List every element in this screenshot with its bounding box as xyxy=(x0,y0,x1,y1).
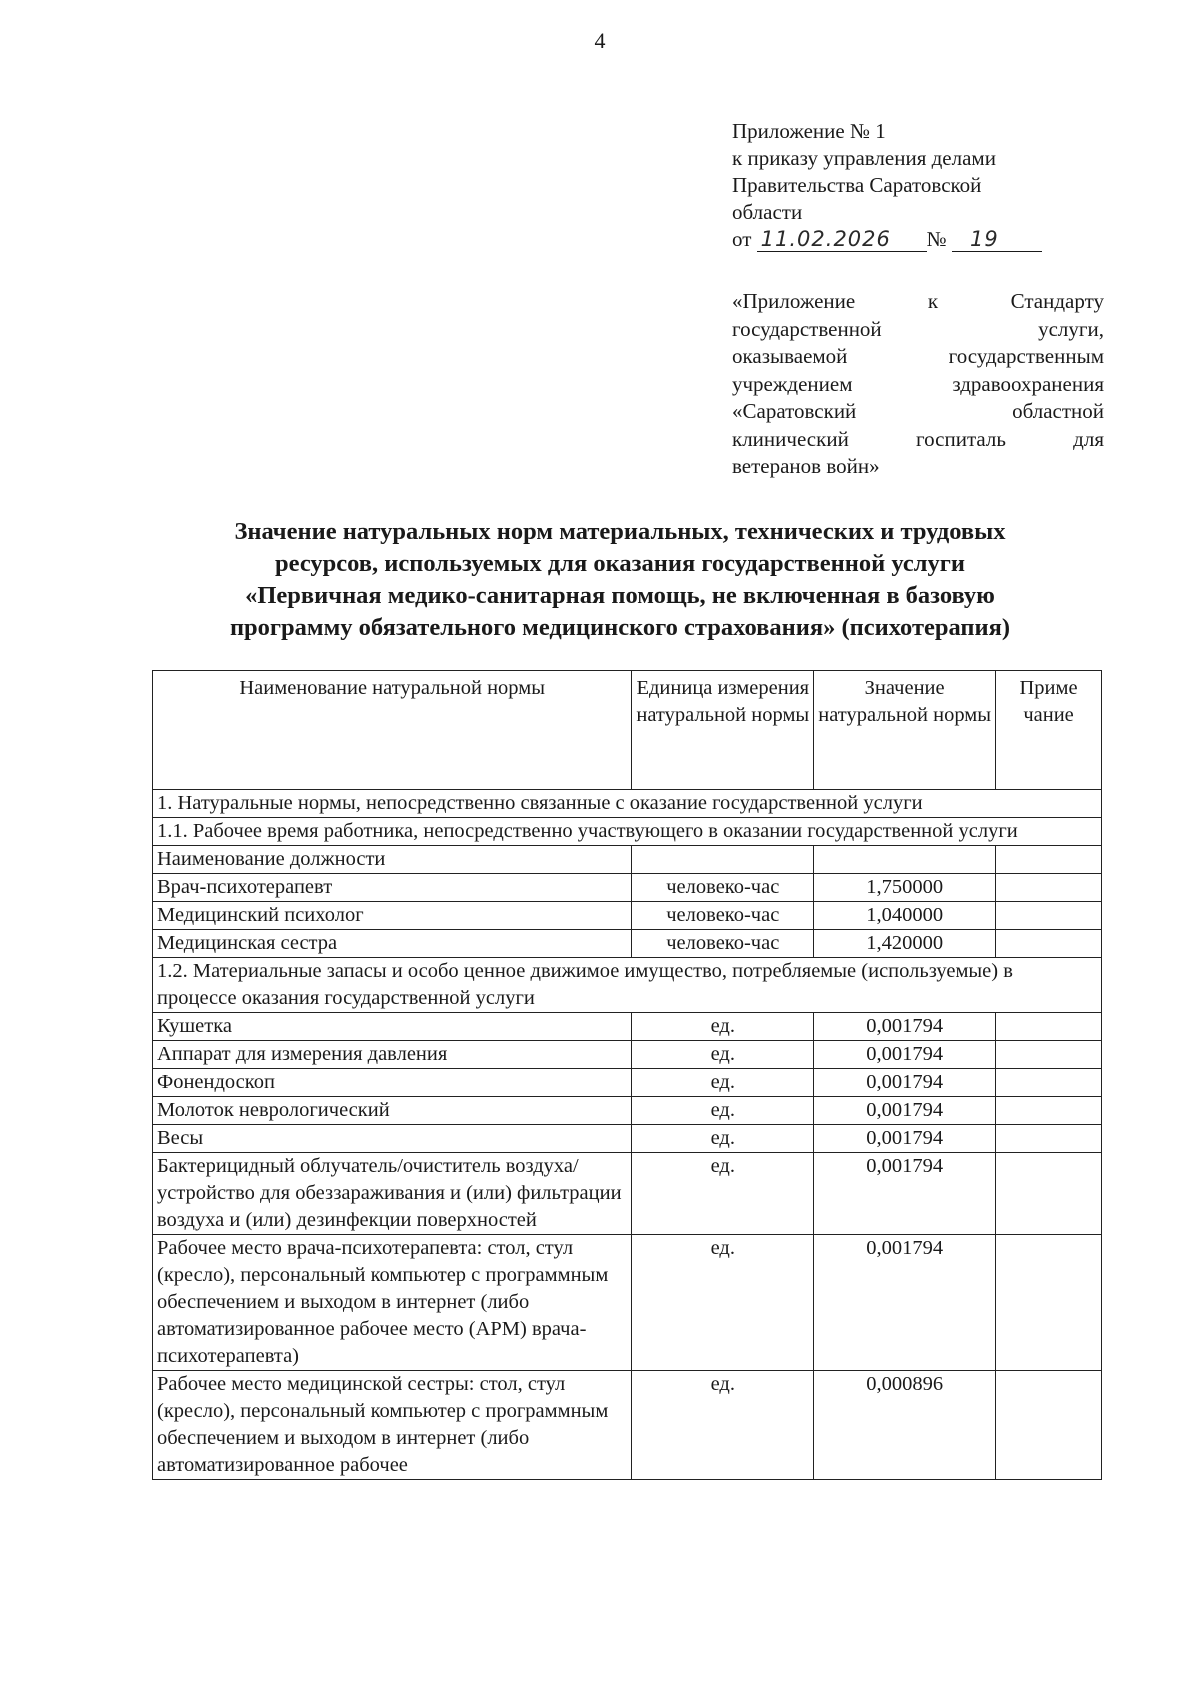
note-cell xyxy=(996,1371,1102,1480)
word: ветеранов войн» xyxy=(732,454,880,478)
staff-unit: человеко-час xyxy=(632,874,814,902)
document-title xyxy=(150,516,1090,644)
annex-line-4: области xyxy=(732,200,803,224)
item-name: Рабочее место врача-психотерапевта: стол, стул (кресло), персональный компьютер с программным обеспечением и выходом в интернет (либо автоматизированное рабочее место (АРМ) врача-психотерапевта) xyxy=(153,1235,632,1371)
standard-row xyxy=(732,371,1104,399)
empty-cell xyxy=(996,846,1102,874)
word: здравоохранения xyxy=(952,371,1104,396)
order-number: 19 xyxy=(952,227,1042,252)
standard-row xyxy=(732,453,1104,481)
item-name: Аппарат для измерения давления xyxy=(153,1041,632,1069)
item-value: 0,001794 xyxy=(814,1013,996,1041)
annex-line-3: Правительства Саратовской xyxy=(732,173,982,197)
word: клинический xyxy=(732,426,849,451)
section-row xyxy=(153,790,1102,818)
annex-line-1: Приложение № 1 xyxy=(732,119,886,143)
item-value: 0,001794 xyxy=(814,1125,996,1153)
table-row xyxy=(153,1013,1102,1041)
standard-row xyxy=(732,288,1104,316)
header-unit: Единица измерения натуральной нормы xyxy=(632,671,814,790)
word: «Саратовский xyxy=(732,399,857,423)
word: «Приложение xyxy=(732,289,856,313)
item-value: 0,001794 xyxy=(814,1153,996,1235)
staff-name: Медицинская сестра xyxy=(153,930,632,958)
note-cell xyxy=(996,930,1102,958)
section-1-2: 1.2. Материальные запасы и особо ценное движимое имущество, потребляемые (используемые) в процессе оказания государственной услуги xyxy=(153,958,1102,1013)
position-header: Наименование должности xyxy=(153,846,632,874)
word: областной xyxy=(1012,399,1104,423)
word: государственной xyxy=(732,316,882,341)
title-line-1: Значение натуральных норм материальных, технических и трудовых xyxy=(234,518,1006,545)
title-line-2: ресурсов, используемых для оказания государственной услуги xyxy=(275,550,965,577)
staff-name: Врач-психотерапевт xyxy=(153,874,632,902)
note-cell xyxy=(996,902,1102,930)
title-line-3: «Первичная медико-санитарная помощь, не включенная в базовую xyxy=(245,582,995,609)
date-prefix: от xyxy=(732,227,752,251)
empty-cell xyxy=(814,846,996,874)
order-date-row xyxy=(732,226,1032,253)
note-cell xyxy=(996,1125,1102,1153)
word: оказываемой xyxy=(732,344,848,368)
section-1: 1. Натуральные нормы, непосредственно связанные с оказание государственной услуги xyxy=(153,790,1102,818)
word: услуги, xyxy=(1038,316,1104,341)
item-unit-text: ед. xyxy=(710,1373,735,1395)
staff-value: 1,750000 xyxy=(814,874,996,902)
word: государственным xyxy=(948,344,1104,368)
word: госпиталь xyxy=(916,426,1006,451)
table-row xyxy=(153,930,1102,958)
item-unit: ед. xyxy=(632,1041,814,1069)
table-row xyxy=(153,1371,1102,1480)
note-cell xyxy=(996,1013,1102,1041)
empty-cell xyxy=(632,846,814,874)
annex-header xyxy=(732,118,1032,253)
table-row xyxy=(153,846,1102,874)
order-date: 11.02.2026 xyxy=(757,227,927,252)
item-unit: ед. xyxy=(632,1235,814,1371)
item-name: Молоток неврологический xyxy=(153,1097,632,1125)
section-row xyxy=(153,818,1102,846)
standard-row xyxy=(732,343,1104,371)
standard-row xyxy=(732,426,1104,454)
section-row xyxy=(153,958,1102,1013)
table-row xyxy=(153,1041,1102,1069)
item-name: Рабочее место медицинской сестры: стол, стул (кресло), персональный компьютер с программным обеспечением и выходом в интернет (либо автоматизированное рабочее xyxy=(153,1371,632,1480)
item-value: 0,001794 xyxy=(814,1097,996,1125)
item-unit: ед. xyxy=(632,1097,814,1125)
item-value: 0,001794 xyxy=(814,1235,996,1371)
table-row xyxy=(153,1235,1102,1371)
item-unit: ед. xyxy=(632,1153,814,1235)
standard-row xyxy=(732,398,1104,426)
word: к xyxy=(927,289,939,313)
staff-unit: человеко-час xyxy=(632,930,814,958)
staff-unit: человеко-час xyxy=(632,902,814,930)
header-note: Приме чание xyxy=(996,671,1102,790)
header-value: Значение натуральной нормы xyxy=(814,671,996,790)
item-value: 0,000896 xyxy=(814,1371,996,1480)
item-unit xyxy=(632,1371,814,1480)
norms-table xyxy=(152,670,1102,1480)
word: Стандарту xyxy=(1010,289,1104,313)
item-name: Бактерицидный облучатель/очиститель воздуха/устройство для обеззараживания и (или) фильтрации воздуха и (или) дезинфекции поверхностей xyxy=(153,1153,632,1235)
number-prefix: № xyxy=(926,227,947,251)
table-row xyxy=(153,1153,1102,1235)
note-cell xyxy=(996,874,1102,902)
item-unit: ед. xyxy=(632,1125,814,1153)
table-header-row xyxy=(153,671,1102,790)
item-name: Фонендоскоп xyxy=(153,1069,632,1097)
word: для xyxy=(1073,426,1104,451)
word: учреждением xyxy=(732,371,853,396)
item-unit: ед. xyxy=(632,1069,814,1097)
title-line-4: программу обязательного медицинского страхования» (психотерапия) xyxy=(229,614,1011,641)
table-row xyxy=(153,1125,1102,1153)
standard-row xyxy=(732,316,1104,344)
note-cell xyxy=(996,1153,1102,1235)
table-row xyxy=(153,902,1102,930)
page-number: 4 xyxy=(594,28,606,53)
table-row xyxy=(153,1097,1102,1125)
note-cell xyxy=(996,1069,1102,1097)
staff-value: 1,040000 xyxy=(814,902,996,930)
item-value: 0,001794 xyxy=(814,1069,996,1097)
table-row xyxy=(153,1069,1102,1097)
item-name: Кушетка xyxy=(153,1013,632,1041)
item-unit: ед. xyxy=(632,1013,814,1041)
header-name: Наименование натуральной нормы xyxy=(153,671,632,790)
note-cell xyxy=(996,1097,1102,1125)
staff-value: 1,420000 xyxy=(814,930,996,958)
annex-line-2: к приказу управления делами xyxy=(732,146,996,170)
item-name: Весы xyxy=(153,1125,632,1153)
table-row xyxy=(153,874,1102,902)
standard-annex-note xyxy=(732,288,1104,481)
note-cell xyxy=(996,1041,1102,1069)
staff-name: Медицинский психолог xyxy=(153,902,632,930)
section-1-1: 1.1. Рабочее время работника, непосредственно участвующего в оказании государственной услуги xyxy=(153,818,1102,846)
note-cell xyxy=(996,1235,1102,1371)
item-value: 0,001794 xyxy=(814,1041,996,1069)
